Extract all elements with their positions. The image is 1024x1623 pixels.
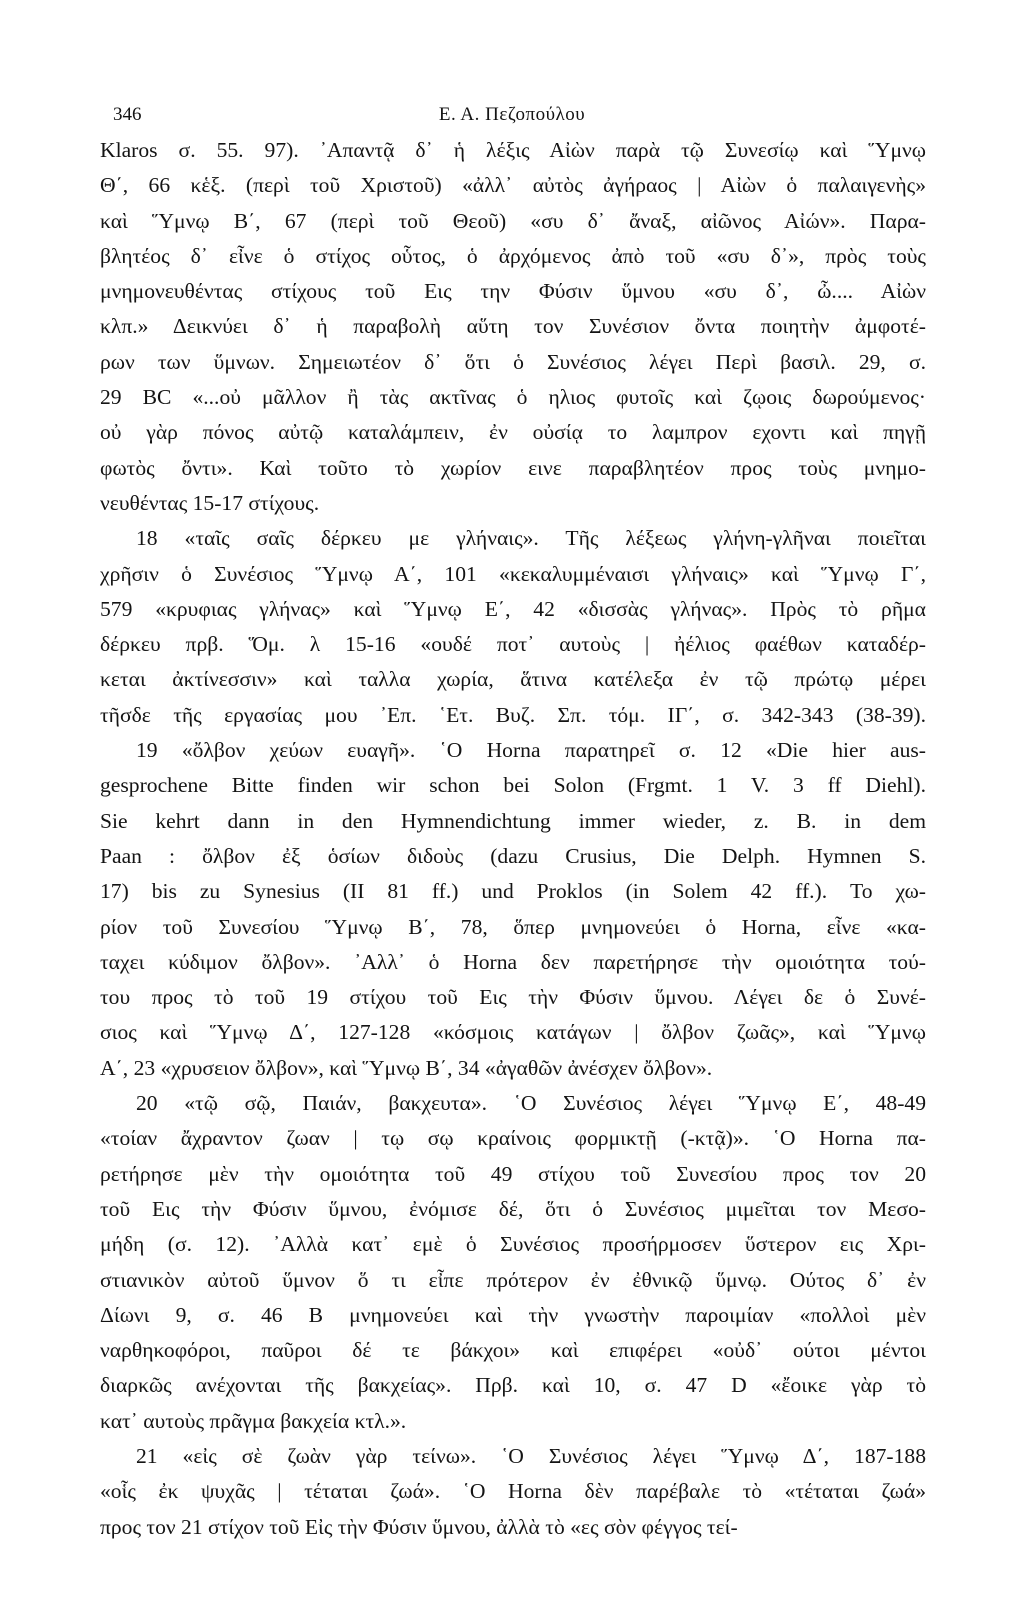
text-line: μήδη (σ. 12). ᾿Αλλὰ κατ᾿ εμὲ ὁ Συνέσιος προσήρμοσεν ὕστερον εις Χρι- bbox=[100, 1232, 926, 1257]
text-line: 17) bis zu Synesius (II 81 ff.) und Proklos (in Solem 42 ff.). Το χω- bbox=[100, 879, 926, 904]
text-line: ναρθηκοφόροι, παῦροι δέ τε βάκχοι» καὶ επιφέρει «οὐδ᾿ ούτοι μέντοι bbox=[100, 1338, 926, 1363]
text-line: Δίωνι 9, σ. 46 B μνημονεύει καὶ τὴν γνωστὴν παροιμίαν «πολλοὶ μὲν bbox=[100, 1302, 926, 1327]
text-line: 18 «ταῖς σαῖς δέρκευ με γλήναις». Τῆς λέξεως γλήνη-γλῆναι ποιεῖται bbox=[136, 526, 926, 551]
text-line: δέρκευ πρβ. Ὅμ. λ 15-16 «ουδέ ποτ᾿ αυτοὺς | ἠέλιος φαέθων καταδέρ- bbox=[100, 632, 926, 657]
text-line: ρίον τοῦ Συνεσίου Ὕμνῳ Β΄, 78, ὅπερ μνημονεύει ὁ Horna, εἶνε «κα- bbox=[100, 914, 926, 939]
text-line: 20 «τῷ σῷ, Παιάν, βακχευτα». ῾Ο Συνέσιος λέγει Ὕμνῳ Ε΄, 48-49 bbox=[136, 1091, 926, 1116]
text-line: κλπ.» Δεικνύει δ᾿ ἡ παραβολὴ αὕτη τον Συνέσιον ὄντα ποιητὴν ἀμφοτέ- bbox=[100, 314, 926, 339]
page-number: 346 bbox=[113, 104, 142, 125]
text-line: «οἷς ἐκ ψυχᾶς | τέταται ζωά». ῾Ο Horna δὲν παρέβαλε τὸ «τέταται ζωά» bbox=[100, 1479, 926, 1504]
text-line: Α΄, 23 «χρυσειον ὄλβον», καὶ Ὕμνῳ Β΄, 34 «ἀγαθῶν ἀνέσχεν ὄλβον». bbox=[100, 1055, 713, 1080]
text-line: μνημονευθέντας στίχους τοῦ Εις την Φύσιν ὕμνου «συ δ᾿, ὦ.... Αἰὼν bbox=[100, 279, 926, 304]
text-line: 19 «ὄλβον χεύων ευαγῆ». ῾Ο Horna παρατηρεῖ σ. 12 «Die hier aus- bbox=[136, 738, 926, 763]
text-line: κεται ἀκτίνεσσιν» καὶ ταλλα χωρία, ἅτινα κατέλεξα ἐν τῷ πρώτῳ μέρει bbox=[100, 667, 926, 692]
page-header bbox=[0, 104, 1024, 134]
text-line: χρῆσιν ὁ Συνέσιος Ὕμνῳ Α΄, 101 «κεκαλυμμέναισι γλήναις» καὶ Ὕμνῳ Γ΄, bbox=[100, 561, 926, 586]
text-line: ρων των ὕμνων. Σημειωτέον δ᾿ ὅτι ὁ Συνέσιος λέγει Περὶ βασιλ. 29, σ. bbox=[100, 349, 926, 374]
text-line: gesprochene Bitte finden wir schon bei Solon (Frgmt. 1 V. 3 ff Diehl). bbox=[100, 773, 926, 798]
text-line: Paan : ὄλβον ἐξ ὁσίων διδοὺς (dazu Crusius, Die Delph. Hymnen S. bbox=[100, 843, 926, 868]
text-line: διαρκῶς ανέχονται τῆς βακχείας». Πρβ. καὶ 10, σ. 47 D «ἔοικε γὰρ τὸ bbox=[100, 1373, 926, 1398]
text-line: στιανικὸν αὐτοῦ ὕμνον ὅ τι εἶπε πρότερον ἐν ἐθνικῷ ὕμνῳ. Ούτος δ᾿ ἐν bbox=[100, 1267, 926, 1292]
text-line: καὶ Ὕμνῳ Β΄, 67 (περὶ τοῦ Θεοῦ) «συ δ᾿ ἄναξ, αἰῶνος Αἰών». Παρα- bbox=[100, 208, 926, 233]
text-line: Klaros σ. 55. 97). ᾿Απαντᾷ δ᾿ ἡ λέξις Αἰὼν παρὰ τῷ Συνεσίῳ καὶ Ὕμνῳ bbox=[100, 138, 926, 162]
text-line: του προς τὸ τοῦ 19 στίχου τοῦ Εις τὴν Φύσιν ὕμνου. Λέγει δε ὁ Συνέ- bbox=[100, 985, 926, 1010]
text-line: φωτὸς ὄντι». Καὶ τοῦτο τὸ χωρίον εινε παραβλητέον προς τοὺς μνημο- bbox=[100, 455, 926, 480]
text-line: οὐ γὰρ πόνος αὐτῷ καταλάμπειν, ἐν οὐσίᾳ το λαμπρον εχοντι καὶ πηγῇ bbox=[100, 420, 926, 445]
text-line: νευθέντας 15-17 στίχους. bbox=[100, 490, 320, 515]
text-line: τῆσδε τῆς εργασίας μου ᾿Επ. ῾Ετ. Βυζ. Σπ. τόμ. ΙΓ΄, σ. 342-343 (38-39). bbox=[100, 702, 926, 727]
body-text bbox=[100, 133, 926, 1545]
text-line: ρετήρησε μὲν τὴν ομοιότητα τοῦ 49 στίχου τοῦ Συνεσίου προς τον 20 bbox=[100, 1161, 926, 1186]
text-line: Sie kehrt dann in den Hymnendichtung immer wieder, z. B. in dem bbox=[100, 808, 926, 833]
text-line: «τοίαν ἄχραντον ζωαν | τῳ σῳ κραίνοις φορμικτῇ (-κτᾷ)». ῾Ο Horna πα- bbox=[100, 1126, 926, 1151]
text-line: σιος καὶ Ὕμνῳ Δ΄, 127-128 «κόσμοις κατάγων | ὄλβον ζωᾶς», καὶ Ὕμνῳ bbox=[100, 1020, 926, 1045]
text-line: ταχει κύδιμον ὄλβον». ᾿Αλλ᾿ ὁ Horna δεν παρετήρησε τὴν ομοιότητα τού- bbox=[100, 949, 926, 974]
text-line: τοῦ Εις τὴν Φύσιν ὕμνου, ἐνόμισε δέ, ὅτι ὁ Συνέσιος μιμεῖται τον Μεσο- bbox=[100, 1196, 926, 1221]
text-line: προς τον 21 στίχον τοῦ Εἰς τὴν Φύσιν ὕμνου, ἀλλὰ τὸ «ες σὸν φέγγος τεί- bbox=[100, 1514, 738, 1539]
text-line: κατ᾿ αυτοὺς πρᾶγμα βακχεία κτλ.». bbox=[100, 1408, 407, 1433]
running-title: Ε. Α. Πεζοπούλου bbox=[438, 104, 586, 125]
text-line: 21 «εἰς σὲ ζωὰν γὰρ τείνω». ῾Ο Συνέσιος λέγει Ὕμνῳ Δ΄, 187-188 bbox=[136, 1443, 926, 1468]
text-line: 29 BC «...οὐ μᾶλλον ἢ τὰς ακτῖνας ὁ ηλιος φυτοῖς καὶ ζῳοις δωρούμενος· bbox=[100, 385, 926, 410]
text-line: 579 «κρυφιας γλήνας» καὶ Ὕμνῳ Ε΄, 42 «δισσὰς γλήνας». Πρὸς τὸ ρῆμα bbox=[100, 596, 926, 621]
text-line: βλητέος δ᾿ εἶνε ὁ στίχος οὗτος, ὁ ἀρχόμενος ἀπὸ τοῦ «συ δ᾿», πρὸς τοὺς bbox=[100, 243, 926, 268]
text-line: Θ΄, 66 κἑξ. (περὶ τοῦ Χριστοῦ) «ἀλλ᾿ αὐτὸς ἀγήραος | Αἰὼν ὁ παλαιγενὴς» bbox=[100, 173, 926, 198]
